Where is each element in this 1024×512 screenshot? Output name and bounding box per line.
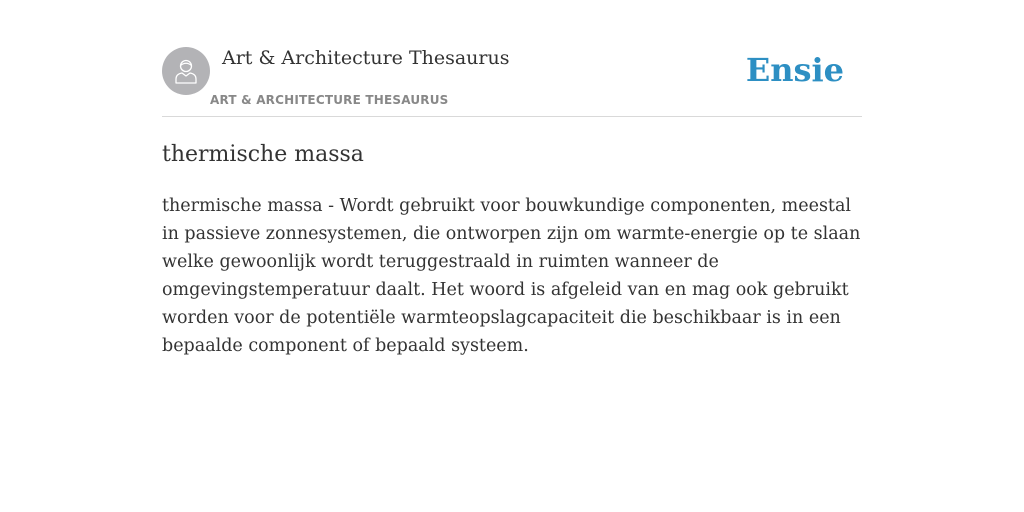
header (162, 46, 862, 117)
source-title[interactable]: Art & Architecture Thesaurus (222, 47, 510, 69)
page-title: thermische massa (162, 142, 364, 167)
ensie-logo[interactable]: Ensie (745, 51, 844, 89)
definition-text: thermische massa - Wordt gebruikt voor bouwkundige componenten, meestal in passieve zonnesystemen, die ontworpen zijn om warmte-energie op te slaan welke gewoonlijk wordt teruggestraald in ruimten wanneer de omgevingstemperatuur daalt. Het woord is afgeleid van en mag ook gebruikt worden voor de potentiële warmteopslagcapaciteit die beschikbaar is in een bepaalde component of bepaald systeem. (162, 196, 861, 356)
source-subtitle[interactable]: ART & ARCHITECTURE THESAURUS (210, 93, 449, 107)
avatar[interactable] (162, 47, 210, 95)
user-icon (172, 57, 200, 85)
